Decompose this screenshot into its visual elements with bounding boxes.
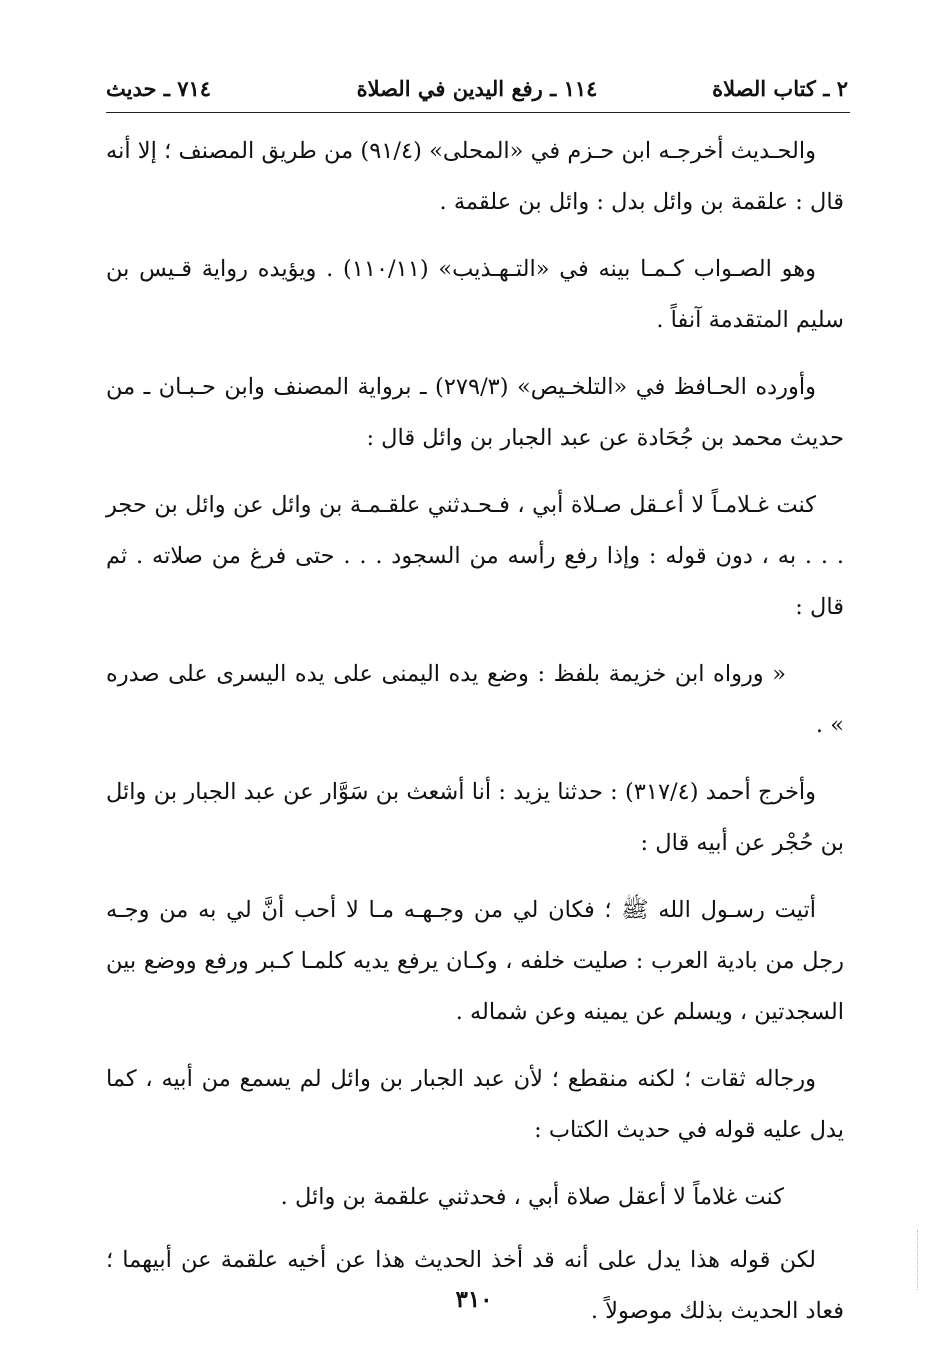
header-book-chapter: ٢ ـ كتاب الصلاة [712,76,848,101]
paragraph-10: لكن قوله هذا يدل على أنه قد أخذ الحديث هذا عن أخيه علقمة عن أبيهما ؛ فعاد الحديث بذلك موصولاً . [106,1247,844,1324]
paragraph-5-quote: « ورواه ابن خزيمة بلفظ : وضع يده اليمنى على يده اليسرى على صدره » . [106,661,844,738]
page-edge-marks [915,1230,918,1290]
paragraph-2: وهو الصـواب كـمـا بينه في «التـهـذيب» (١١٠/١١) . ويؤيده رواية قـيس بن سليم المتقدمة آنفاً . [106,256,844,333]
page-number: ٣١٠ [455,1286,493,1313]
running-header [106,70,848,112]
page-body [106,126,844,1353]
paragraph-9-quote: كنت غلاماً لا أعقل صلاة أبي ، فحدثني علقمة بن وائل . [280,1184,784,1210]
paragraph-6: وأخرج أحمد (٣١٧/٤) : حدثنا يزيد : أنا أشعث بن سَوَّار عن عبد الجبار بن وائل بن حُجْر عن أبيه قال : [106,779,844,856]
header-rule [106,112,850,113]
paragraph-8: ورجاله ثقات ؛ لكنه منقطع ؛ لأن عبد الجبار بن وائل لم يسمع من أبيه ، كما يدل عليه قوله في حديث الكتاب : [106,1066,844,1143]
header-section-title: ١١٤ ـ رفع اليدين في الصلاة [356,76,598,101]
header-hadith-number: ٧١٤ ـ حديث [106,76,212,101]
paragraph-7: أتيت رسـول الله ﷺ ؛ فكان لي من وجـهـه مـا لا أحب أنَّ لي به من وجـه رجل من بادية العرب : صليت خلفه ، وكـان يرفع يديه كلمـا كـبر ورفع ووضع بين السجدتين ، ويسلم عن يمينه وعن شماله . [106,897,844,1025]
paragraph-3: وأورده الحـافظ في «التلخـيص» (٢٧٩/٣) ـ برواية المصنف وابن حـبـان ـ من حديث محمد بن جُحَادة عن عبد الجبار بن وائل قال : [106,374,844,451]
paragraph-1: والحـديث أخرجـه ابن حـزم في «المحلى» (٩١/٤) من طريق المصنف ؛ إلا أنه قال : علقمة بن وائل بدل : وائل بن علقمة . [106,138,844,215]
paragraph-4: كنت غـلامـاً لا أعـقل صـلاة أبي ، فـحـدثني علقـمـة بن وائل عن وائل بن حجر . . . به ، دون قوله : وإذا رفع رأسه من السجود . . . حتى فرغ من صلاته . ثم قال : [106,492,844,620]
